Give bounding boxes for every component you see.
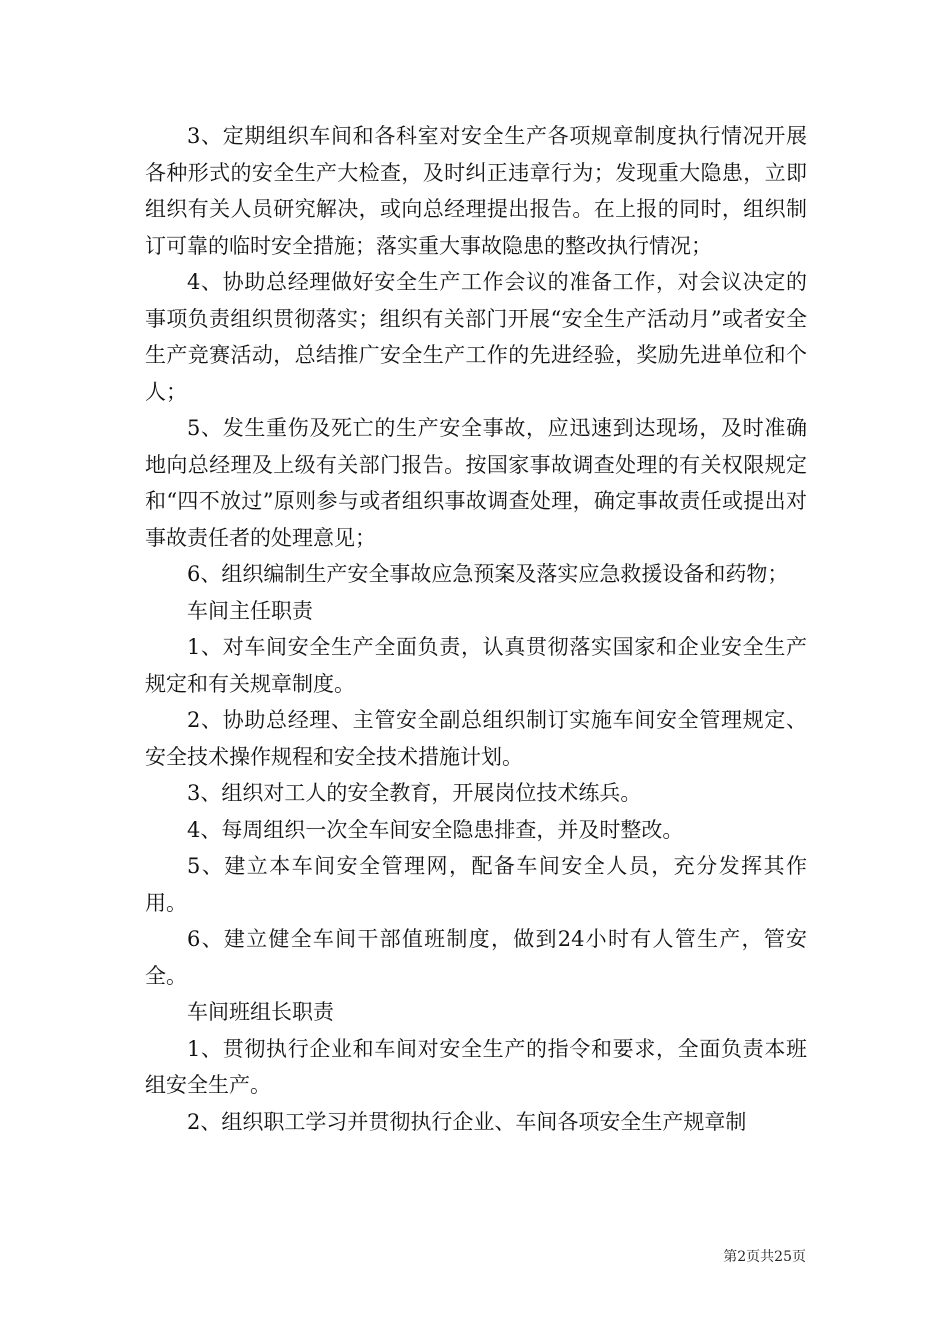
paragraph-duty-5: 5、发生重伤及死亡的生产安全事故，应迅速到达现场，及时准确地向总经理及上级有关部门报告。按国家事故调查处理的有关权限规定和“四不放过”原则参与或者组织事故调查处理，确定事故责任或提出对事故责任者的处理意见； bbox=[145, 416, 807, 550]
page-number: 第2页共25页 bbox=[723, 1249, 806, 1265]
paragraph-director-2: 2、协助总经理、主管安全副总组织制订实施车间安全管理规定、安全技术操作规程和安全技术措施计划。 bbox=[145, 708, 807, 769]
section-heading-workshop-director: 车间主任职责 bbox=[187, 598, 313, 623]
paragraph-director-6: 6、建立健全车间干部值班制度，做到24小时有人管生产，管安全。 bbox=[145, 927, 807, 988]
paragraph-duty-4: 4、协助总经理做好安全生产工作会议的准备工作，对会议决定的事项负责组织贯彻落实；组织有关部门开展“安全生产活动月”或者安全生产竞赛活动，总结推广安全生产工作的先进经验，奖励先进单位和个人； bbox=[145, 270, 807, 404]
paragraph-director-1: 1、对车间安全生产全面负责，认真贯彻落实国家和企业安全生产规定和有关规章制度。 bbox=[145, 635, 807, 696]
paragraph-duty-3: 3、定期组织车间和各科室对安全生产各项规章制度执行情况开展各种形式的安全生产大检查，及时纠正违章行为；发现重大隐患，立即组织有关人员研究解决，或向总经理提出报告。在上报的同时，组织制订可靠的临时安全措施；落实重大事故隐患的整改执行情况； bbox=[145, 124, 807, 258]
paragraph-team-leader-2: 2、组织职工学习并贯彻执行企业、车间各项安全生产规章制 bbox=[187, 1109, 747, 1134]
paragraph-duty-6: 6、组织编制生产安全事故应急预案及落实应急救援设备和药物； bbox=[187, 562, 789, 586]
paragraph-director-4: 4、每周组织一次全车间安全隐患排查，并及时整改。 bbox=[187, 817, 684, 842]
document-body bbox=[145, 118, 807, 1140]
paragraph-director-5: 5、建立本车间安全管理网，配备车间安全人员，充分发挥其作用。 bbox=[145, 854, 807, 915]
section-heading-team-leader: 车间班组长职责 bbox=[187, 1000, 334, 1024]
paragraph-director-3: 3、组织对工人的安全教育，开展岗位技术练兵。 bbox=[187, 781, 642, 805]
paragraph-team-leader-1: 1、贯彻执行企业和车间对安全生产的指令和要求，全面负责本班组安全生产。 bbox=[145, 1036, 807, 1097]
